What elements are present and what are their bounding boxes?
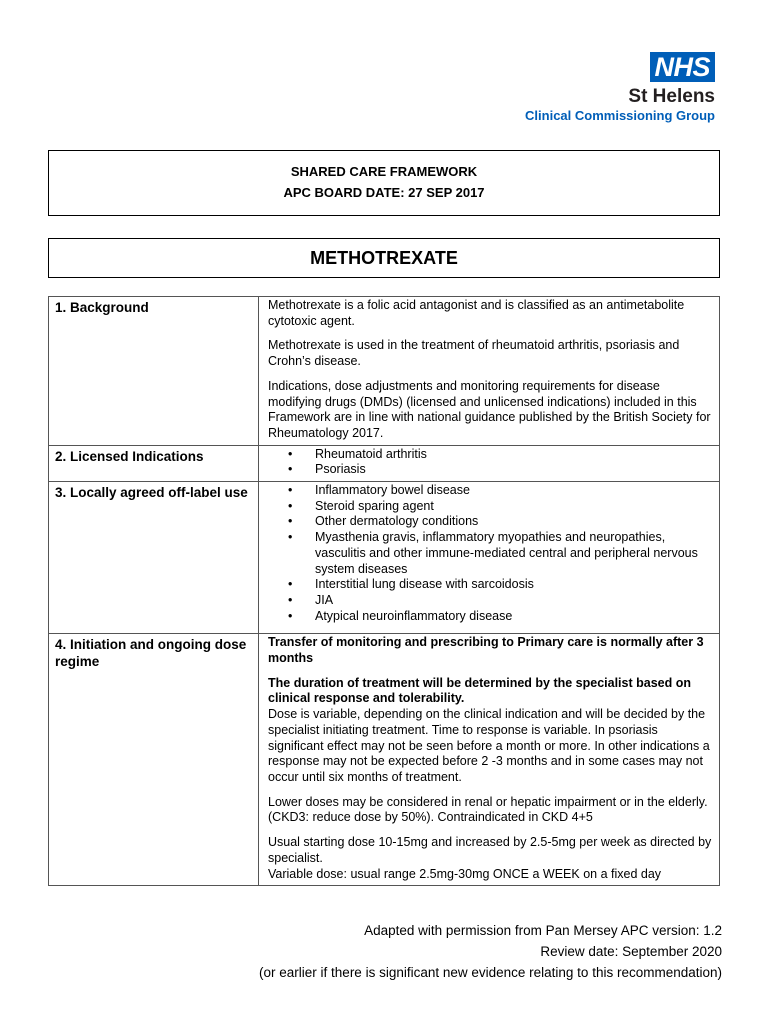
section-content-initiation — [259, 634, 720, 886]
list-item: • Inflammatory bowel disease — [300, 483, 713, 499]
list-item: • Psoriasis — [300, 462, 713, 478]
table-row — [49, 297, 720, 446]
list-item: • Atypical neuroinflammatory disease — [300, 609, 713, 625]
framework-header — [48, 150, 720, 216]
paragraph: Indications, dose adjustments and monitoring requirements for disease modifying drugs (DMDs) (licensed and unlicensed indications) included in this Framework are in line with national guidance published by the British Society for Rheumatology 2017. — [268, 378, 711, 440]
list-item: • Steroid sparing agent — [300, 499, 713, 515]
footer-note: (or earlier if there is significant new evidence relating to this recommendation) — [259, 965, 722, 980]
footer-version: Adapted with permission from Pan Mersey APC version: 1.2 — [364, 923, 722, 938]
section-label-initiation: 4. Initiation and ongoing dose regime — [49, 634, 259, 886]
list-item: • Other dermatology conditions — [300, 514, 713, 530]
document-title: METHOTREXATE — [48, 238, 720, 278]
list-item: • JIA — [300, 593, 713, 609]
org-subtitle: Clinical Commissioning Group — [525, 108, 715, 123]
list-item: • Rheumatoid arthritis — [300, 447, 713, 463]
list-item: • Myasthenia gravis, inflammatory myopathies and neuropathies, vasculitis and other immune-mediated central and peripheral nervous system diseases — [300, 530, 713, 577]
board-date: APC BOARD DATE: 27 SEP 2017 — [283, 185, 485, 200]
org-name: St Helens — [628, 86, 715, 107]
table-row — [49, 482, 720, 634]
table-row — [49, 445, 720, 481]
paragraph: Usual starting dose 10-15mg and increased by 2.5-5mg per week as directed by specialist. — [268, 835, 712, 865]
paragraph: Variable dose: usual range 2.5mg-30mg ONCE a WEEK on a fixed day — [268, 866, 662, 881]
paragraph: Dose is variable, depending on the clinical indication and will be decided by the specialist initiating treatment. Time to response is variable. In psoriasis significant effect may not be seen before a month or more. In other indications a response may not be expected before 2 -3 months and in some cases may not occur until six months of treatment. — [268, 707, 710, 784]
document-footer — [259, 920, 722, 983]
section-label-offlabel: 3. Locally agreed off-label use — [49, 482, 259, 634]
paragraph: The duration of treatment will be determined by the specialist based on clinical response and tolerability. — [268, 675, 691, 706]
paragraph: Lower doses may be considered in renal or hepatic impairment or in the elderly. (CKD3: reduce dose by 50%). Contraindicated in CKD 4+5 — [268, 794, 708, 825]
section-content-offlabel — [259, 482, 720, 634]
paragraph: Transfer of monitoring and prescribing to Primary care is normally after 3 months — [268, 635, 704, 666]
paragraph: Methotrexate is used in the treatment of rheumatoid arthritis, psoriasis and Crohn’s disease. — [268, 338, 680, 369]
bullet-list — [268, 483, 713, 624]
framework-table — [48, 296, 720, 886]
section-content-background — [259, 297, 720, 446]
nhs-logo-mark: NHS — [650, 52, 715, 82]
section-label-licensed: 2. Licensed Indications — [49, 445, 259, 481]
nhs-logo — [525, 52, 715, 124]
section-content-licensed — [259, 445, 720, 481]
list-item: • Interstitial lung disease with sarcoidosis — [300, 577, 713, 593]
paragraph: Methotrexate is a folic acid antagonist and is classified as an antimetabolite cytotoxic agent. — [268, 298, 685, 328]
framework-title: SHARED CARE FRAMEWORK — [290, 164, 478, 179]
section-label-background: 1. Background — [49, 297, 259, 446]
table-row — [49, 634, 720, 886]
bullet-list — [268, 447, 713, 478]
footer-review-date: Review date: September 2020 — [540, 944, 722, 959]
